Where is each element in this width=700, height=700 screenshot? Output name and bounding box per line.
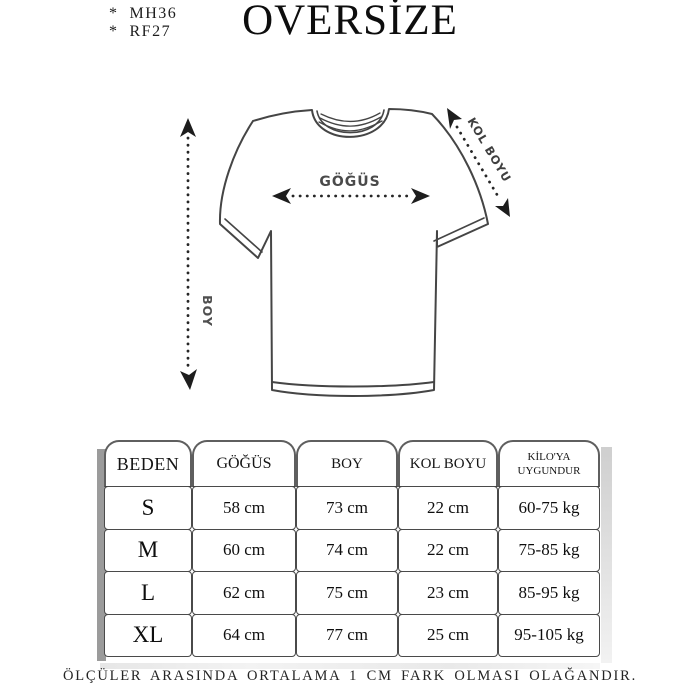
measurement-note: ÖLÇÜLER ARASINDA ORTALAMA 1 CM FARK OLMASI OLAĞANDIR. <box>62 668 638 684</box>
length-arrowhead-top <box>180 118 196 137</box>
sleeve-arrowhead-top <box>447 108 462 129</box>
column-header-beden: BEDEN <box>104 440 192 487</box>
weight-cell: 95-105 kg <box>498 614 600 658</box>
size-cell: XL <box>104 614 192 658</box>
length-measure-arrow <box>180 118 215 390</box>
table-column-kol-boyu <box>398 440 498 657</box>
sleeve-arrowhead-bottom <box>495 198 510 217</box>
page-title: OVERSİZE <box>242 0 458 44</box>
length-cell: 73 cm <box>296 486 398 530</box>
table-right-shadow <box>601 447 612 663</box>
column-header-boy: BOY <box>296 440 398 487</box>
column-header-kol-boyu: KOL BOYU <box>398 440 498 487</box>
column-header-gogus: GÖĞÜS <box>192 440 296 487</box>
weight-cell: 75-85 kg <box>498 529 600 573</box>
length-arrowhead-bottom <box>180 369 197 390</box>
size-cell: M <box>104 529 192 573</box>
chest-cell: 58 cm <box>192 486 296 530</box>
table-column-beden <box>104 440 192 657</box>
product-code-1: * MH36 <box>109 5 178 22</box>
sleeve-cell: 25 cm <box>398 614 498 658</box>
length-cell: 75 cm <box>296 571 398 615</box>
chest-cell: 62 cm <box>192 571 296 615</box>
tshirt-measurement-diagram <box>160 85 530 435</box>
size-table <box>104 440 600 657</box>
size-cell: S <box>104 486 192 530</box>
chest-cell: 60 cm <box>192 529 296 573</box>
chest-label: GÖĞÜS <box>319 174 381 190</box>
length-cell: 77 cm <box>296 614 398 658</box>
weight-cell: 60-75 kg <box>498 486 600 530</box>
sleeve-cell: 22 cm <box>398 529 498 573</box>
sleeve-cell: 23 cm <box>398 571 498 615</box>
size-cell: L <box>104 571 192 615</box>
sleeve-label: KOL BOYU <box>464 114 515 185</box>
chest-cell: 64 cm <box>192 614 296 658</box>
tshirt-outline <box>220 109 488 396</box>
product-code-2: * RF27 <box>109 23 172 40</box>
collar-rib-lines <box>319 113 382 131</box>
weight-cell: 85-95 kg <box>498 571 600 615</box>
column-header-kilo: KİLO'YA UYGUNDUR <box>498 440 600 487</box>
length-label: BOY <box>200 295 215 327</box>
table-column-gogus <box>192 440 296 657</box>
table-column-kilo <box>498 440 600 657</box>
length-cell: 74 cm <box>296 529 398 573</box>
sleeve-cell: 22 cm <box>398 486 498 530</box>
table-column-boy <box>296 440 398 657</box>
